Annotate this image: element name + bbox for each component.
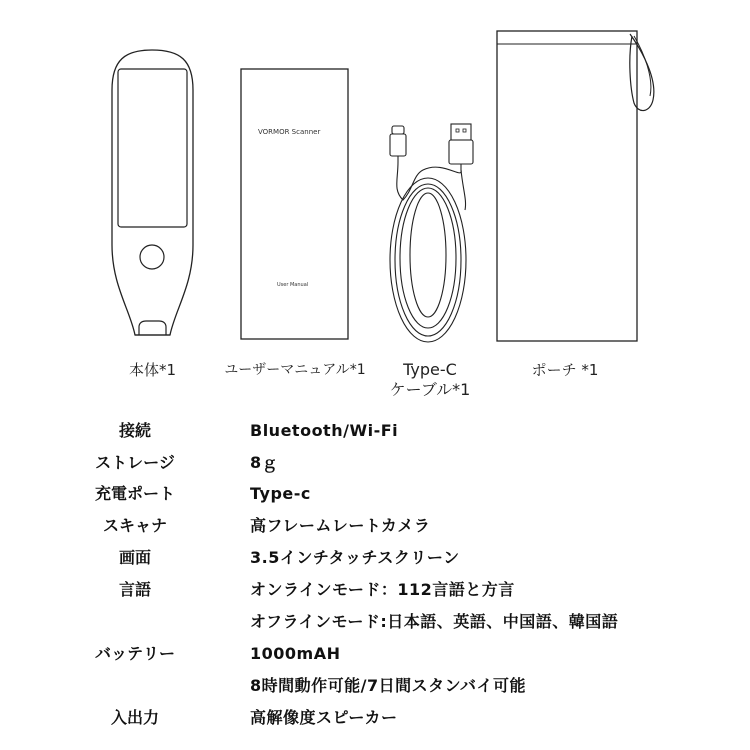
spec-label: ストレージ [95, 453, 175, 472]
spec-value: オフラインモード:日本語、英語、中国語、韓国語 [250, 612, 619, 631]
spec-row-language [0, 575, 750, 605]
spec-row-connection [0, 416, 750, 446]
spec-row-language-offline [0, 607, 750, 637]
pouch-illustration [490, 28, 670, 343]
user-manual-illustration [240, 68, 350, 341]
spec-value: 高解像度スピーカー [250, 708, 398, 727]
spec-row-screen [0, 543, 750, 573]
manual-subtitle: User Manual [277, 282, 309, 288]
device-caption: 本体*1 [128, 361, 177, 379]
spec-label: 入出力 [110, 708, 159, 727]
spec-value: 3.5インチタッチスクリーン [250, 548, 460, 567]
spec-label: 充電ポート [94, 484, 175, 503]
spec-row-charging-port [0, 479, 750, 509]
spec-row-scanner [0, 511, 750, 541]
spec-value: Type-c [250, 484, 311, 503]
scanner-device-illustration [105, 45, 200, 345]
spec-value: 1000mAH [250, 644, 341, 663]
cable-caption-line1: Type-C [403, 360, 457, 379]
spec-value: 8ｇ [250, 453, 279, 472]
manual-caption: ユーザーマニュアル*1 [224, 362, 366, 378]
spec-label: スキャナ [102, 516, 167, 535]
spec-value: オンラインモード：112言語と方言 [250, 580, 515, 599]
cable-caption-line2: ケーブル*1 [389, 380, 471, 399]
spec-label: 言語 [118, 580, 151, 599]
spec-row-battery-life [0, 671, 750, 701]
spec-label: 接続 [118, 421, 151, 440]
type-c-cable-illustration [383, 120, 478, 350]
manual-title: VORMOR Scanner [258, 128, 321, 136]
spec-value: 8時間動作可能/7日間スタンバイ可能 [250, 676, 526, 695]
spec-row-io [0, 703, 750, 733]
spec-value: 高フレームレートカメラ [250, 516, 431, 535]
spec-row-battery [0, 639, 750, 669]
pouch-caption: ポーチ *1 [531, 361, 599, 379]
spec-label: バッテリー [94, 644, 175, 663]
spec-label: 画面 [118, 548, 151, 567]
spec-row-storage [0, 448, 750, 478]
spec-value: Bluetooth/Wi-Fi [250, 421, 399, 440]
